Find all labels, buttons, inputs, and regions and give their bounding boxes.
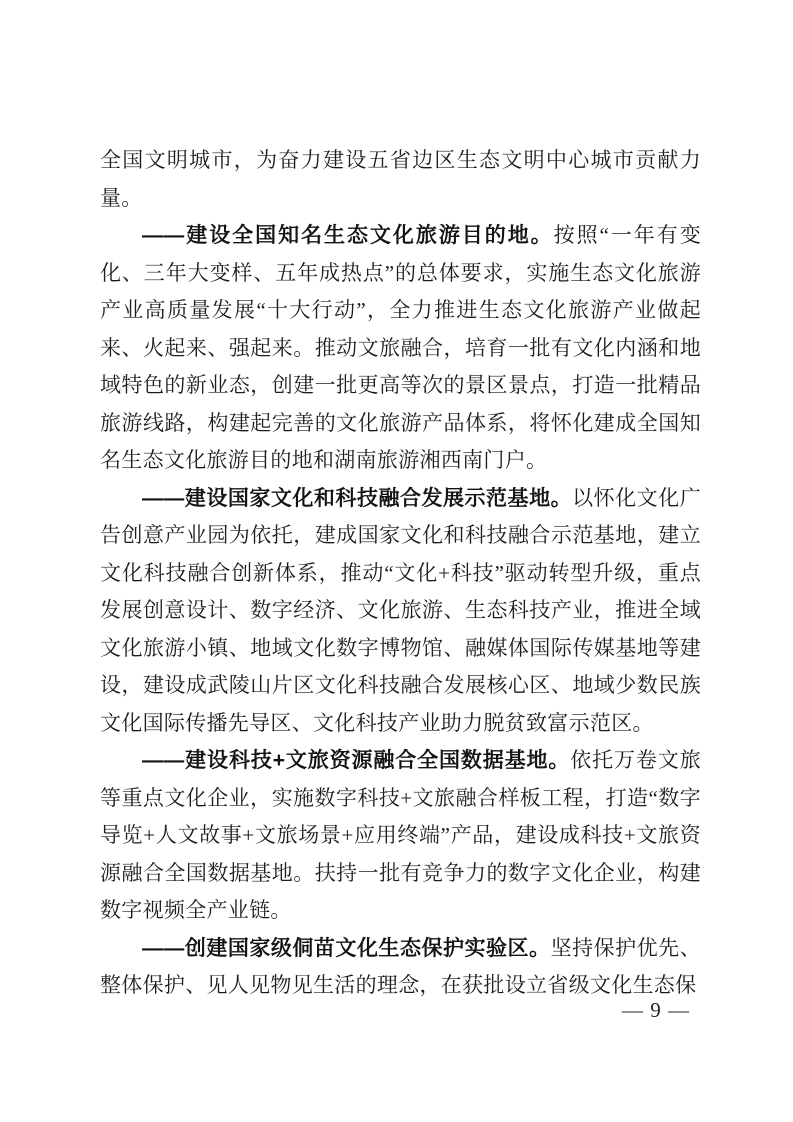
paragraph	[100, 742, 701, 930]
paragraph-lead: ——创建国家级侗苗文化生态保护实验区。	[142, 936, 551, 960]
paragraph-lead: ——建设全国知名生态文化旅游目的地。	[142, 224, 554, 247]
paragraph	[100, 217, 701, 480]
paragraph	[100, 480, 701, 743]
paragraph-body: 坚持保护优先、整体保护、见人见物见生活的理念，在获批设立省级文化生态保	[100, 935, 701, 997]
paragraph-body: 以怀化文化广告创意产业园为依托，建成国家文化和科技融合示范基地，建立文化科技融合创新体系，推动“文化+科技”驱动转型升级，重点发展创意设计、数字经济、文化旅游、生态科技产业，推进全域文化旅游小镇、地域文化数字博物馆、融媒体国际传媒基地等建设，建设成武陵山片区文化科技融合发展核心区、地域少数民族文化国际传播先导区、文化科技产业助力脱贫致富示范区。	[100, 485, 701, 735]
paragraph-body: 按照“一年有变化、三年大变样、五年成热点”的总体要求，实施生态文化旅游产业高质量发展“十大行动”，全力推进生态文化旅游产业做起来、火起来、强起来。推动文旅融合，培育一批有文化内涵和地域特色的新业态，创建一批更高等次的景区景点，打造一批精品旅游线路，构建起完善的文化旅游产品体系，将怀化建成全国知名生态文化旅游目的地和湖南旅游湘西南门户。	[100, 223, 702, 472]
paragraph	[100, 930, 701, 1005]
paragraph	[100, 142, 701, 217]
paragraph-body: 依托万卷文旅等重点文化企业，实施数字科技+文旅融合样板工程，打造“数字导览+人文故事+文旅场景+应用终端”产品，建设成科技+文旅资源融合全国数据基地。扶持一批有竞争力的数字文化企业，构建数字视频全产业链。	[100, 748, 701, 922]
paragraph-body: 全国文明城市，为奋力建设五省边区生态文明中心城市贡献力量。	[100, 148, 701, 210]
paragraph-lead: ——建设科技+文旅资源融合全国数据基地。	[142, 749, 571, 772]
paragraph-lead: ——建设国家文化和科技融合发展示范基地。	[142, 486, 573, 510]
document-text-block	[100, 142, 701, 1005]
page-number: — 9 —	[622, 998, 690, 1022]
